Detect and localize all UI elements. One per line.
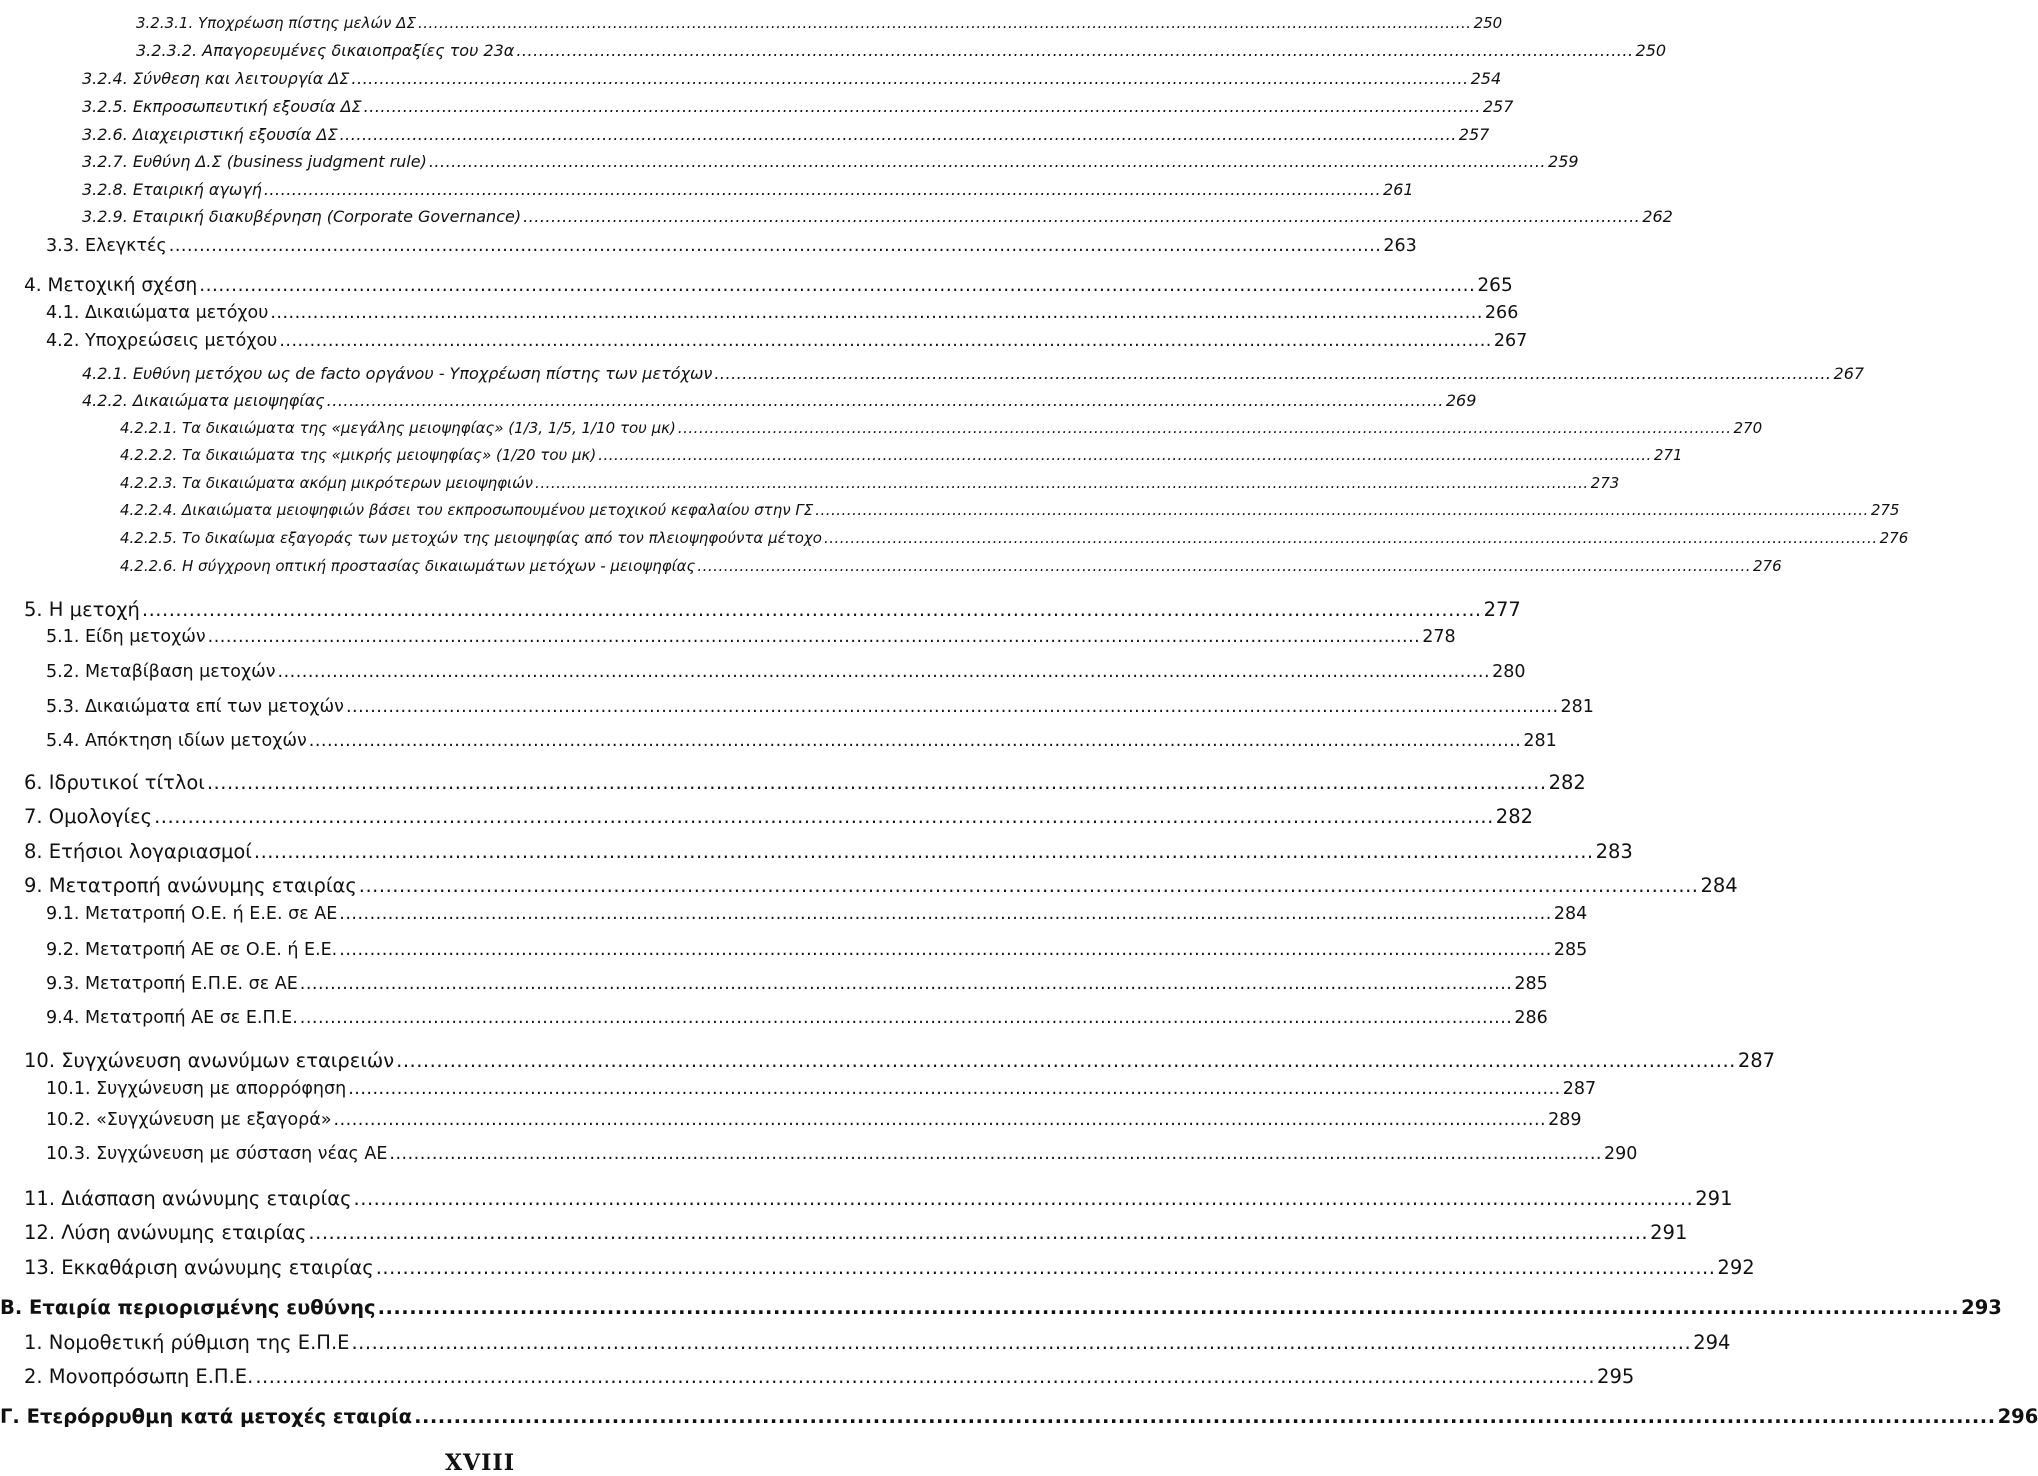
- toc-dot-leader: ........................................................................................................................................................................................................: [299, 1008, 1513, 1028]
- toc-dot-leader: ........................................................................................................................................................................................................: [414, 1405, 1996, 1428]
- toc-entry: [24, 1049, 1776, 1072]
- toc-dot-leader: ........................................................................................................................................................................................................: [428, 152, 1547, 171]
- toc-entry-title: 4.2.2.6. Η σύγχρονη οπτική προστασίας δικαιωμάτων μετόχων - μειοψηφίας: [120, 557, 696, 575]
- toc-entry-page: 265: [1477, 275, 1513, 296]
- toc-dot-leader: ........................................................................................................................................................................................................: [339, 125, 1457, 144]
- toc-entry: [24, 840, 1633, 863]
- toc-dot-leader: ........................................................................................................................................................................................................: [253, 840, 1594, 863]
- toc-entry-title: 10. Συγχώνευση ανωνύμων εταιρειών: [24, 1049, 395, 1072]
- toc-dot-leader: ........................................................................................................................................................................................................: [598, 446, 1652, 464]
- toc-dot-leader: ........................................................................................................................................................................................................: [207, 627, 1421, 647]
- toc-entry-page: 276: [1879, 529, 1909, 547]
- toc-entry-title: 1. Νομοθετική ρύθμιση της Ε.Π.Ε: [24, 1331, 350, 1354]
- toc-dot-leader: ........................................................................................................................................................................................................: [299, 974, 1513, 994]
- toc-entry-page: 262: [1642, 207, 1673, 226]
- toc-dot-leader: ........................................................................................................................................................................................................: [154, 805, 1494, 828]
- toc-entry-title: 4.2.2.5. Το δικαίωμα εξαγοράς των μετοχών της μειοψηφίας από τον πλειοψηφούντα μέτοχο: [120, 529, 822, 547]
- toc-entry-page: 291: [1650, 1221, 1688, 1244]
- toc-entry-page: 284: [1553, 904, 1588, 924]
- toc-dot-leader: ........................................................................................................................................................................................................: [677, 419, 1732, 437]
- toc-entry-title: 9. Μετατροπή ανώνυμης εταιρίας: [24, 874, 357, 897]
- toc-entry-page: 257: [1482, 97, 1514, 116]
- toc-entry-page: 269: [1445, 391, 1477, 410]
- toc-entry-title: 9.1. Μετατροπή Ο.Ε. ή Ε.Ε. σε ΑΕ: [46, 904, 338, 924]
- toc-entry-title: 10.2. «Συγχώνευση με εξαγορά»: [46, 1110, 332, 1130]
- toc-entry: [120, 529, 1909, 547]
- toc-entry: [120, 501, 1900, 519]
- toc-entry-page: 285: [1514, 974, 1548, 994]
- toc-entry-page: 277: [1483, 598, 1521, 621]
- toc-entry-title: 3.2.6. Διαχειριστική εξουσία ΔΣ: [82, 125, 338, 144]
- toc-dot-leader: ........................................................................................................................................................................................................: [168, 236, 1382, 256]
- toc-entry-title: 3.2.4. Σύνθεση και λειτουργία ΔΣ: [82, 69, 350, 88]
- toc-entry-title: 4.2.2.2. Τα δικαιώματα της «μικρής μειοψηφίας» (1/20 του μκ): [120, 446, 597, 464]
- toc-entry-page: 275: [1870, 501, 1900, 519]
- toc-entry: [82, 152, 1579, 171]
- toc-entry: [82, 391, 1477, 410]
- toc-entry-page: 261: [1383, 180, 1414, 199]
- toc-entry: [136, 41, 1667, 60]
- toc-entry-page: 292: [1717, 1256, 1755, 1279]
- toc-entry-title: 3.2.5. Εκπροσωπευτική εξουσία ΔΣ: [82, 97, 362, 116]
- toc-entry-title: 10.1. Συγχώνευση με απορρόφηση: [46, 1079, 347, 1099]
- toc-dot-leader: ........................................................................................................................................................................................................: [697, 557, 1751, 575]
- toc-entry-title: 5.3. Δικαιώματα επί των μετοχών: [46, 697, 344, 717]
- toc-dot-leader: ........................................................................................................................................................................................................: [279, 331, 1492, 351]
- toc-entry-title: 4.2. Υποχρεώσεις μετόχου: [46, 331, 278, 351]
- toc-entry: [82, 364, 1865, 383]
- toc-entry: [24, 1221, 1688, 1244]
- toc-entry-title: 6. Ιδρυτικοί τίτλοι: [24, 771, 205, 794]
- toc-entry-title: 4.2.1. Ευθύνη μετόχου ως de facto οργάνου - Υποχρέωση πίστης των μετόχων: [82, 364, 713, 383]
- toc-entry-page: 257: [1458, 125, 1490, 144]
- toc-entry: [24, 805, 1534, 828]
- toc-dot-leader: ........................................................................................................................................................................................................: [351, 69, 1469, 88]
- toc-entry-title: 3.2.7. Ευθύνη Δ.Σ (business judgment rule): [82, 152, 427, 171]
- toc-dot-leader: ........................................................................................................................................................................................................: [255, 1365, 1596, 1388]
- toc-entry: [46, 731, 1557, 751]
- toc-entry-page: 294: [1693, 1331, 1731, 1354]
- toc-dot-leader: ........................................................................................................................................................................................................: [353, 1187, 1694, 1210]
- toc-entry-page: 293: [1961, 1296, 2002, 1319]
- toc-entry-title: 4.1. Δικαιώματα μετόχου: [46, 303, 269, 323]
- toc-dot-leader: ........................................................................................................................................................................................................: [351, 1331, 1692, 1354]
- toc-entry: [46, 662, 1526, 682]
- toc-entry-page: 271: [1653, 446, 1683, 464]
- toc-entry: [24, 1365, 1635, 1388]
- toc-entry-page: 284: [1700, 874, 1738, 897]
- toc-entry-title: 4.2.2. Δικαιώματα μειοψηφίας: [82, 391, 325, 410]
- toc-entry: [46, 1110, 1582, 1130]
- toc-entry-page: 276: [1753, 557, 1782, 575]
- toc-entry: [46, 1008, 1548, 1028]
- toc-entry-title: 9.2. Μετατροπή ΑΕ σε Ο.Ε. ή Ε.Ε.: [46, 940, 338, 960]
- toc-entry-page: 296: [1997, 1405, 2038, 1428]
- toc-entry: [24, 771, 1586, 794]
- toc-entry: [46, 331, 1528, 351]
- toc-dot-leader: ........................................................................................................................................................................................................: [199, 275, 1476, 296]
- toc-entry: [46, 940, 1588, 960]
- toc-entry-page: 282: [1548, 771, 1586, 794]
- toc-dot-leader: ........................................................................................................................................................................................................: [815, 501, 1869, 519]
- toc-entry-page: 290: [1603, 1144, 1638, 1164]
- toc-entry-title: 4. Μετοχική σχέση: [24, 275, 198, 296]
- toc-entry-page: 280: [1492, 662, 1526, 682]
- toc-entry-title: 4.2.2.4. Δικαιώματα μειοψηφιών βάσει του εκπροσωπουμένου μετοχικού κεφαλαίου στην ΓΣ: [120, 501, 814, 519]
- page-number-footer: XVIII: [444, 1450, 515, 1476]
- toc-dot-leader: ........................................................................................................................................................................................................: [263, 180, 1382, 199]
- toc-entry-title: 4.2.2.3. Τα δικαιώματα ακόμη μικρότερων μειοψηφιών: [120, 474, 534, 492]
- toc-entry: [46, 697, 1594, 717]
- toc-entry-title: 3.2.3.2. Απαγορευμένες δικαιοπραξίες του 23α: [136, 41, 515, 60]
- toc-entry-title: 9.3. Μετατροπή Ε.Π.Ε. σε ΑΕ: [46, 974, 298, 994]
- toc-entry: [82, 97, 1514, 116]
- toc-dot-leader: ........................................................................................................................................................................................................: [339, 904, 1552, 924]
- toc-dot-leader: ........................................................................................................................................................................................................: [141, 598, 1482, 621]
- toc-entry-title: 3.2.3.1. Υποχρέωση πίστης μελών ΔΣ: [136, 14, 416, 32]
- toc-entry-page: 286: [1514, 1008, 1548, 1028]
- toc-entry-title: 5. Η μετοχή: [24, 598, 140, 621]
- toc-dot-leader: ........................................................................................................................................................................................................: [333, 1110, 1547, 1130]
- toc-entry: [46, 904, 1588, 924]
- toc-entry-page: 267: [1493, 331, 1528, 351]
- toc-dot-leader: ........................................................................................................................................................................................................: [516, 41, 1634, 60]
- toc-dot-leader: ........................................................................................................................................................................................................: [277, 662, 1491, 682]
- toc-dot-leader: ........................................................................................................................................................................................................: [326, 391, 1444, 410]
- toc-dot-leader: ........................................................................................................................................................................................................: [823, 529, 1878, 547]
- toc-entry-title: 10.3. Συγχώνευση με σύσταση νέας ΑΕ: [46, 1144, 388, 1164]
- toc-entry-page: 259: [1548, 152, 1579, 171]
- toc-entry-title: Β. Εταιρία περιορισμένης ευθύνης: [0, 1296, 376, 1319]
- toc-entry-title: 3.2.9. Εταιρική διακυβέρνηση (Corporate Governance): [82, 207, 522, 226]
- toc-dot-leader: ........................................................................................................................................................................................................: [417, 14, 1472, 32]
- toc-entry-page: 291: [1695, 1187, 1733, 1210]
- toc-entry-page: 266: [1484, 303, 1519, 323]
- toc-entry-page: 254: [1470, 69, 1502, 88]
- toc-dot-leader: ........................................................................................................................................................................................................: [363, 97, 1481, 116]
- toc-dot-leader: ........................................................................................................................................................................................................: [535, 474, 1589, 492]
- toc-entry: [0, 1405, 2038, 1428]
- toc-dot-leader: ........................................................................................................................................................................................................: [714, 364, 1832, 383]
- toc-entry-title: 13. Εκκαθάριση ανώνυμης εταιρίας: [24, 1256, 374, 1279]
- toc-entry: [82, 125, 1490, 144]
- toc-entry: [24, 598, 1521, 621]
- toc-entry-title: Γ. Ετερόρρυθμη κατά μετοχές εταιρία: [0, 1405, 413, 1428]
- toc-entry: [46, 236, 1417, 256]
- toc-entry-page: 287: [1562, 1079, 1597, 1099]
- toc-entry-page: 281: [1523, 731, 1557, 751]
- toc-entry: [46, 1079, 1597, 1099]
- toc-entry-title: 3.2.8. Εταιρική αγωγή: [82, 180, 262, 199]
- toc-entry-page: 273: [1590, 474, 1620, 492]
- toc-entry: [82, 180, 1414, 199]
- toc-dot-leader: ........................................................................................................................................................................................................: [206, 771, 1547, 794]
- toc-entry: [136, 14, 1503, 32]
- toc-dot-leader: ........................................................................................................................................................................................................: [308, 731, 1522, 751]
- toc-entry: [24, 275, 1513, 296]
- toc-entry-page: 281: [1560, 697, 1594, 717]
- toc-entry: [24, 874, 1738, 897]
- toc-entry: [82, 207, 1673, 226]
- toc-entry-title: 8. Ετήσιοι λογαριασμοί: [24, 840, 252, 863]
- toc-dot-leader: ........................................................................................................................................................................................................: [270, 303, 1483, 323]
- toc-entry-page: 282: [1495, 805, 1534, 828]
- toc-entry-title: 2. Μονοπρόσωπη Ε.Π.Ε.: [24, 1365, 254, 1388]
- toc-entry-page: 270: [1733, 419, 1763, 437]
- toc-dot-leader: ........................................................................................................................................................................................................: [358, 874, 1699, 897]
- toc-dot-leader: ........................................................................................................................................................................................................: [377, 1296, 1960, 1319]
- toc-entry: [24, 1256, 1755, 1279]
- toc-dot-leader: ........................................................................................................................................................................................................: [389, 1144, 1602, 1164]
- toc-entry: [46, 1144, 1638, 1164]
- toc-entry-page: 278: [1422, 627, 1456, 647]
- toc-entry-title: 9.4. Μετατροπή ΑΕ σε Ε.Π.Ε.: [46, 1008, 298, 1028]
- toc-entry: [120, 557, 1782, 575]
- toc-entry-title: 7. Ομολογίες: [24, 805, 153, 828]
- toc-entry-page: 250: [1473, 14, 1503, 32]
- toc-entry-title: 12. Λύση ανώνυμης εταιρίας: [24, 1221, 307, 1244]
- toc-entry: [120, 446, 1683, 464]
- toc-dot-leader: ........................................................................................................................................................................................................: [396, 1049, 1736, 1072]
- toc-entry: [24, 1331, 1731, 1354]
- toc-entry: [46, 627, 1456, 647]
- toc-dot-leader: ........................................................................................................................................................................................................: [375, 1256, 1716, 1279]
- toc-entry: [0, 1296, 2002, 1319]
- toc-entry: [82, 69, 1502, 88]
- toc-dot-leader: ........................................................................................................................................................................................................: [308, 1221, 1649, 1244]
- toc-entry: [46, 303, 1519, 323]
- toc-entry-title: 5.4. Απόκτηση ιδίων μετοχών: [46, 731, 307, 751]
- toc-dot-leader: ........................................................................................................................................................................................................: [523, 207, 1641, 226]
- toc-entry-page: 250: [1635, 41, 1667, 60]
- toc-entry-page: 287: [1737, 1049, 1776, 1072]
- toc-dot-leader: ........................................................................................................................................................................................................: [348, 1079, 1561, 1099]
- toc-entry-page: 289: [1548, 1110, 1582, 1130]
- toc-entry-title: 3.3. Ελεγκτές: [46, 236, 167, 256]
- toc-entry-page: 295: [1597, 1365, 1635, 1388]
- toc-dot-leader: ........................................................................................................................................................................................................: [345, 697, 1559, 717]
- toc-entry-page: 267: [1833, 364, 1865, 383]
- toc-entry-title: 5.1. Είδη μετοχών: [46, 627, 206, 647]
- toc-entry: [46, 974, 1548, 994]
- toc-entry: [120, 474, 1620, 492]
- toc-entry: [24, 1187, 1733, 1210]
- toc-entry-page: 283: [1595, 840, 1633, 863]
- toc-entry-title: 11. Διάσπαση ανώνυμης εταιρίας: [24, 1187, 352, 1210]
- toc-entry-page: 263: [1383, 236, 1417, 256]
- toc-entry: [120, 419, 1763, 437]
- toc-dot-leader: ........................................................................................................................................................................................................: [339, 940, 1552, 960]
- toc-entry-title: 4.2.2.1. Τα δικαιώματα της «μεγάλης μειοψηφίας» (1/3, 1/5, 1/10 του μκ): [120, 419, 676, 437]
- toc-entry-page: 285: [1553, 940, 1588, 960]
- toc-entry-title: 5.2. Μεταβίβαση μετοχών: [46, 662, 276, 682]
